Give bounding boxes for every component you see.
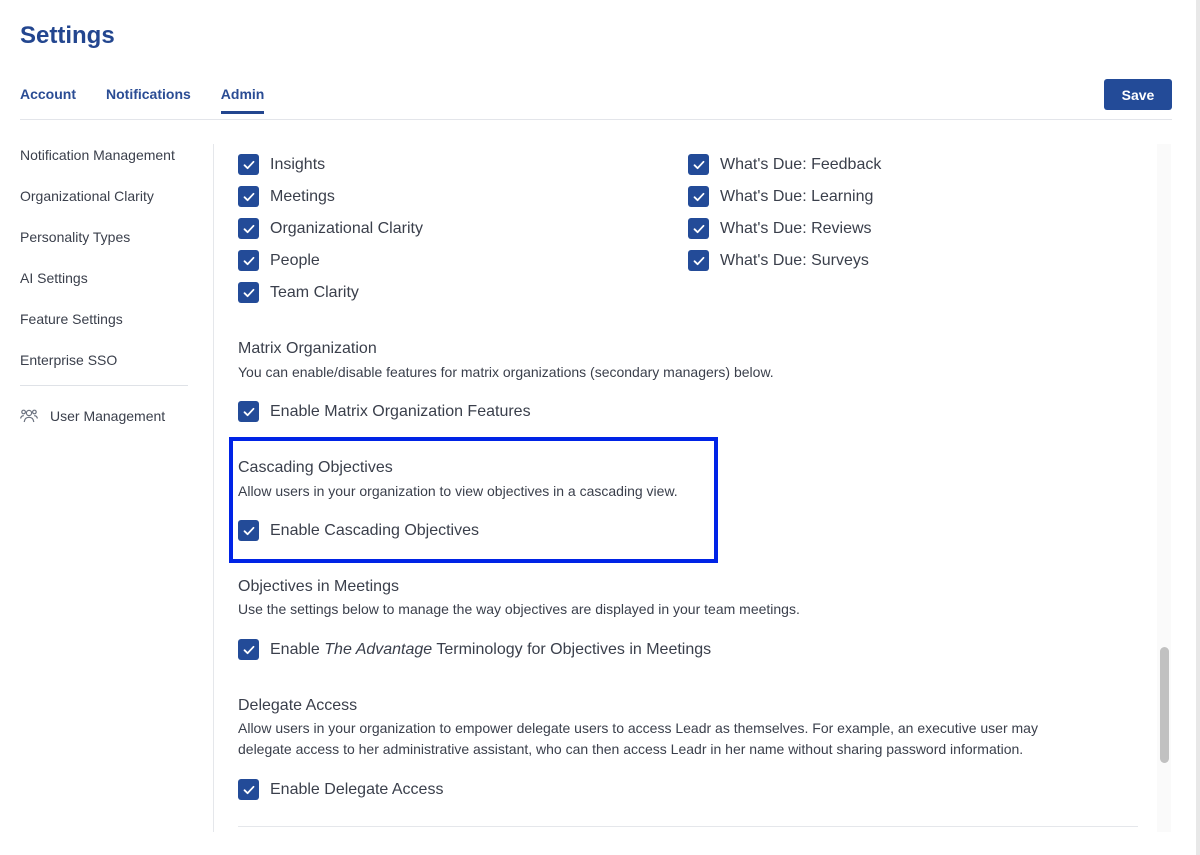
sidebar-item-notification-management[interactable]: Notification Management	[20, 147, 175, 163]
checkbox-team-clarity[interactable]	[238, 282, 359, 303]
checkbox-checked-icon[interactable]	[238, 779, 259, 800]
checkbox-label-prefix: Enable	[270, 640, 325, 658]
checkbox-whats-due-reviews[interactable]	[688, 218, 872, 239]
tab-admin[interactable]: Admin	[221, 86, 265, 114]
settings-tabs	[20, 86, 294, 114]
checkbox-checked-icon[interactable]	[688, 250, 709, 271]
checkbox-organizational-clarity[interactable]	[238, 218, 423, 239]
sidebar-divider	[20, 385, 188, 386]
checkbox-checked-icon[interactable]	[238, 282, 259, 303]
checkbox-people[interactable]	[238, 250, 320, 271]
checkbox-checked-icon[interactable]	[688, 186, 709, 207]
checkbox-enable-matrix-organization[interactable]	[238, 401, 531, 422]
checkbox-label: Enable Matrix Organization Features	[270, 402, 531, 420]
checkbox-label: Organizational Clarity	[270, 219, 423, 237]
objectives-in-meetings-title: Objectives in Meetings	[238, 578, 399, 595]
checkbox-whats-due-feedback[interactable]	[688, 154, 881, 175]
tab-account[interactable]: Account	[20, 86, 76, 102]
scrollbar-thumb[interactable]	[1160, 647, 1169, 763]
checkbox-whats-due-learning[interactable]	[688, 186, 873, 207]
matrix-organization-description: You can enable/disable features for matrix organizations (secondary managers) below.	[238, 364, 774, 380]
window-edge	[1196, 0, 1200, 855]
checkbox-label: Insights	[270, 155, 326, 173]
sidebar-item-user-management[interactable]	[20, 408, 188, 424]
checkbox-label: What's Due: Feedback	[720, 155, 882, 173]
admin-sidebar	[20, 146, 188, 424]
delegate-access-description	[238, 718, 1138, 760]
checkbox-checked-icon[interactable]	[238, 154, 259, 175]
checkbox-label-suffix: Terminology for Objectives in Meetings	[432, 640, 712, 658]
checkbox-insights[interactable]	[238, 154, 325, 175]
save-button[interactable]: Save	[1104, 79, 1172, 110]
page-title: Settings	[20, 22, 115, 49]
checkbox-label: Meetings	[270, 187, 335, 205]
checkbox-label: What's Due: Learning	[720, 187, 874, 205]
checkbox-label: People	[270, 251, 320, 269]
checkbox-checked-icon[interactable]	[238, 250, 259, 271]
checkbox-checked-icon[interactable]	[238, 639, 259, 660]
delegate-access-description-line: delegate access to her administrative assistant, who can then access Leadr in her name without sharing password information.	[238, 741, 1024, 757]
tab-notifications[interactable]: Notifications	[106, 86, 191, 102]
matrix-organization-title: Matrix Organization	[238, 340, 377, 357]
sidebar-item-organizational-clarity[interactable]: Organizational Clarity	[20, 188, 154, 204]
checkbox-label: Team Clarity	[270, 283, 359, 301]
checkbox-meetings[interactable]	[238, 186, 335, 207]
cascading-objectives-title: Cascading Objectives	[238, 459, 393, 476]
checkbox-label	[270, 641, 711, 659]
checkbox-label: What's Due: Surveys	[720, 251, 869, 269]
checkbox-whats-due-surveys[interactable]	[688, 250, 869, 271]
sidebar-item-enterprise-sso[interactable]: Enterprise SSO	[20, 352, 118, 368]
users-icon	[20, 408, 38, 424]
checkbox-checked-icon[interactable]	[238, 186, 259, 207]
header-divider	[20, 119, 1172, 120]
checkbox-checked-icon[interactable]	[238, 401, 259, 422]
checkbox-enable-advantage-terminology[interactable]	[238, 639, 711, 660]
sidebar-item-personality-types[interactable]: Personality Types	[20, 229, 131, 245]
checkbox-checked-icon[interactable]	[688, 154, 709, 175]
sidebar-item-feature-settings[interactable]: Feature Settings	[20, 311, 123, 327]
checkbox-label: Enable Cascading Objectives	[270, 521, 480, 539]
sidebar-item-label: User Management	[50, 408, 166, 424]
content-divider	[213, 144, 214, 832]
delegate-access-title: Delegate Access	[238, 697, 358, 714]
checkbox-label: Enable Delegate Access	[270, 780, 444, 798]
sidebar-item-ai-settings[interactable]: AI Settings	[20, 270, 88, 286]
objectives-in-meetings-description: Use the settings below to manage the way objectives are displayed in your team meetings.	[238, 601, 800, 617]
cascading-objectives-description: Allow users in your organization to view objectives in a cascading view.	[238, 483, 678, 499]
checkbox-checked-icon[interactable]	[688, 218, 709, 239]
delegate-access-description-line: Allow users in your organization to empower delegate users to access Leadr as themselves. For example, an executive user may	[238, 720, 1038, 736]
content-bottom-divider	[238, 826, 1138, 827]
checkbox-enable-delegate-access[interactable]	[238, 779, 443, 800]
checkbox-checked-icon[interactable]	[238, 218, 259, 239]
checkbox-label: What's Due: Reviews	[720, 219, 872, 237]
checkbox-label-emphasis: The Advantage	[324, 640, 433, 658]
cascading-objectives-highlight	[229, 437, 718, 563]
